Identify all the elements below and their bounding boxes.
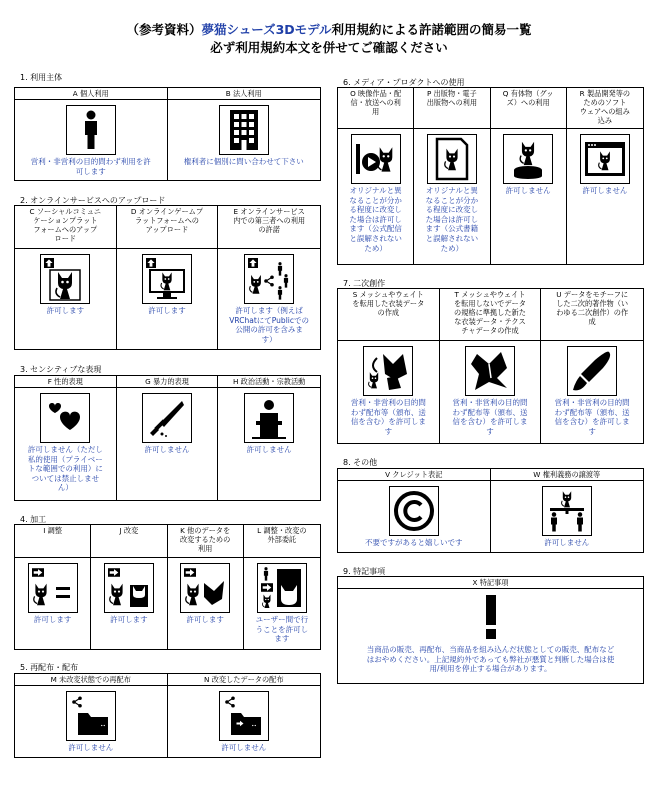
share-modified-icon [219,691,269,741]
building-icon [219,105,269,155]
section-7-table [337,288,644,444]
item-o-video-broadcast [338,88,414,264]
item-l-note: ユーザー間で行 うことを許可し ます [255,615,309,644]
item-x-header: X 特記事項 [338,577,643,589]
item-k-other-data [168,525,244,649]
item-q-goods [491,88,567,264]
video-icon [351,134,401,184]
item-n-distribute-modified [168,674,321,757]
item-i-adjust [15,525,91,649]
software-icon [580,134,630,184]
title-prefix: （参考資料） [126,22,202,37]
item-t-note: 営利・非営利の目的問 わず配布等（頒布、送 信を含む）を許可しま す [452,398,528,436]
title-suffix: 利用規約による許諾範囲の簡易一覧 [331,22,532,37]
item-d-note: 許可します [148,306,186,315]
item-v-header: V クレジット表記 [338,469,490,481]
item-s-note: 営利・非営利の目的問 わず配布等（頒布、送 信を含む）を許可しま す [350,398,426,436]
transfer-rights-icon [542,486,592,536]
copyright-icon [389,486,439,536]
item-p-note: オリジナルと異 なることが分か る程度に改変し た場合は許可し ます（公式書籍 と誤解されない ため） [425,186,479,253]
item-u-derivative-work [541,289,643,443]
item-w-note: 許可しません [544,538,590,547]
item-t-new-costume-texture [440,289,542,443]
section-6-table [337,87,644,265]
goods-icon [503,134,553,184]
item-h-header: H 政治活動・宗教活動 [218,376,320,388]
item-p-header: P 出版物・電子 出版物への利用 [414,88,489,129]
item-r-note: 許可しません [582,186,628,195]
upload-avatar-icon [40,254,90,304]
section-5-table [14,673,321,758]
item-h-note: 許可しません [246,445,292,454]
item-t-header: T メッシュやウェイト を転用しないでデータ の規格に準拠した新た な衣装データ・テクス チャデータの作成 [440,289,541,341]
item-o-note: オリジナルと異 なることが分か る程度に改変し た場合は許可し ます（公式配信 と誤解されない ため） [349,186,402,253]
item-v-credit [338,469,491,552]
item-f-note: 許可しません（ただし 私的使用（プライベー トな範囲での利用）に ついては禁止しませ ん） [27,445,103,493]
item-g-violent-expression [117,376,219,500]
item-c-social-upload [15,206,117,349]
item-f-header: F 性的表現 [15,376,116,388]
item-u-header: U データをモチーフに した二次的著作物（い わゆる二次創作）の作 成 [541,289,643,341]
outsource-icon [257,563,307,613]
item-j-note: 許可します [110,615,148,624]
section-2-label: 2. オンラインサービスへのアップロード [20,196,166,205]
item-b-header: B 法人利用 [168,88,321,100]
item-j-modify [91,525,167,649]
item-r-software [567,88,643,264]
section-3-table [14,375,321,501]
section-4-label: 4. 加工 [20,515,47,524]
exclamation-icon [484,595,498,639]
item-l-header: L 調整・改変の 外部委託 [244,525,320,558]
section-6-label: 6. メディア・プロダクトへの使用 [343,78,465,87]
item-c-header: C ソーシャルコミュニ ケーションプラット フォームへのアップ ロード [15,206,116,249]
item-v-note: 不要ですがあると嬉しいです [365,538,463,547]
item-q-header: Q 有体物（グッ ズ）への利用 [491,88,566,129]
knife-icon [142,393,192,443]
mesh-transfer-icon [363,346,413,396]
publication-icon [427,134,477,184]
item-p-publication [414,88,490,264]
section-5-label: 5. 再配布・配布 [20,663,79,672]
item-h-political-religious [218,376,320,500]
item-m-header: M 未改変状態での再配布 [15,674,167,686]
page-title [0,20,658,38]
item-r-header: R 製品開発等の ためのソフト ウェアへの組み 込み [567,88,643,129]
item-w-transfer-rights [491,469,644,552]
item-e-header: E オンラインサービス 内での第三者への利用 の許諾 [218,206,320,249]
section-9-table [337,576,644,684]
section-3-label: 3. センシティブな表現 [20,365,102,374]
item-k-note: 許可します [186,615,224,624]
adjust-icon [28,563,78,613]
section-4-table [14,524,321,650]
other-data-icon [180,563,230,613]
item-s-header: S メッシュやウェイト を転用した衣装データ の作成 [338,289,439,341]
item-m-note: 許可しません [68,743,114,752]
title-product-name: 夢猫シューズ3Dモデル [201,22,332,37]
item-a-note: 営利・非営利の目的問わず利用を許 可します [30,157,151,176]
item-q-note: 許可しません [505,186,551,195]
section-1-table [14,87,321,181]
item-m-redistribute-unmodified [15,674,168,757]
item-j-header: J 改変 [91,525,166,558]
item-c-note: 許可します [46,306,85,315]
hearts-icon [40,393,90,443]
section-8-table [337,468,644,553]
item-n-note: 許可しません [221,743,267,752]
podium-icon [244,393,294,443]
item-s-mesh-transfer [338,289,440,443]
modify-icon [104,563,154,613]
item-f-sexual-expression [15,376,117,500]
item-g-note: 許可しません [144,445,190,454]
section-9-label: 9. 特記事項 [343,567,386,576]
item-i-header: I 調整 [15,525,90,558]
item-x-special-notes [338,577,643,683]
item-g-header: G 暴力的表現 [117,376,218,388]
share-people-icon [244,254,294,304]
item-a-header: A 個人利用 [15,88,167,100]
item-o-header: O 映像作品・配 信・放送への利 用 [338,88,413,129]
new-texture-icon [465,346,515,396]
item-b-corporate-use [168,88,321,180]
brush-icon [567,346,617,396]
item-x-note: 当商品の販売、再配布、当商品を組み込んだ状態としての販売、配布など はおやめください。上記規約外であっても弊社が悪質と判断した場合は使 用/利用を停止する場合があります。 [366,645,615,674]
person-icon [66,105,116,155]
item-u-note: 営利・非営利の目的問 わず配布等（頒布、送 信を含む）を許可しま す [554,398,630,436]
item-d-header: D オンラインゲームプ ラットフォームへの アップロード [117,206,218,249]
item-l-outsource [244,525,320,649]
section-8-label: 8. その他 [343,458,378,467]
item-k-header: K 他のデータを 改変するための 利用 [168,525,243,558]
item-b-note: 権利者に個別に問い合わせて下さい [183,157,304,166]
section-1-label: 1. 利用主体 [20,73,63,82]
item-d-game-upload [117,206,219,349]
page-subtitle: 必ず利用規約本文を併せてご確認ください [210,40,448,55]
section-2-table [14,205,321,350]
item-e-note: 許可します（例えば VRChatにてPublicでの 公開の許可を含みま す） [229,306,309,344]
item-e-third-party-license [218,206,320,349]
share-folder-icon [66,691,116,741]
section-7-label: 7. 二次創作 [343,279,386,288]
upload-monitor-icon [142,254,192,304]
item-n-header: N 改変したデータの配布 [168,674,321,686]
item-w-header: W 権利義務の譲渡等 [491,469,644,481]
item-i-note: 許可します [33,615,72,624]
item-a-personal-use [15,88,168,180]
